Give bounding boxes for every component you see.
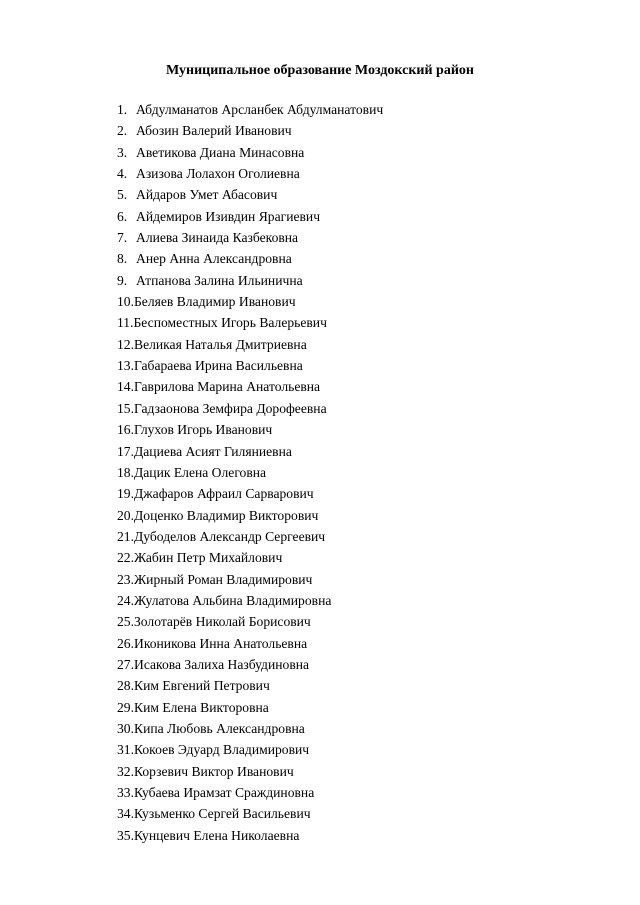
- list-item: [117, 697, 383, 718]
- list-item-number: 17.: [117, 443, 134, 459]
- list-item: [117, 526, 383, 547]
- list-item: [117, 739, 383, 760]
- list-item-number: 22.: [117, 550, 134, 566]
- list-item-number: 35.: [117, 827, 134, 843]
- list-item-name: Дацик Елена Олеговна: [134, 464, 267, 480]
- list-item-number: 21.: [117, 528, 134, 544]
- list-item-name: Корзевич Виктор Иванович: [134, 763, 294, 779]
- list-item-name: Дубоделов Александр Сергеевич: [134, 528, 326, 544]
- list-item: [117, 248, 383, 269]
- list-item-name: Кузьменко Сергей Васильевич: [134, 806, 311, 822]
- list-item-name: Ким Елена Викторовна: [134, 699, 269, 715]
- list-item-name: Жирный Роман Владимирович: [134, 571, 313, 587]
- list-item-number: 24.: [117, 592, 134, 608]
- list-item-number: 32.: [117, 763, 134, 779]
- list-item: [117, 120, 383, 141]
- list-item: [117, 398, 383, 419]
- list-item: [117, 590, 383, 611]
- list-item: [117, 761, 383, 782]
- list-item-number: 16.: [117, 422, 134, 438]
- list-item-name: Атпанова Залина Ильинична: [136, 272, 303, 288]
- list-item-name: Исакова Залиха Назбудиновна: [134, 656, 310, 672]
- list-item-name: Беляев Владимир Иванович: [134, 294, 296, 310]
- list-item-name: Джафаров Афраил Сарварович: [134, 486, 314, 502]
- list-item-name: Айдемиров Изивдин Ярагиевич: [136, 208, 321, 224]
- list-item: [117, 825, 383, 846]
- list-item-number: 14.: [117, 379, 134, 395]
- list-item-number: 5.: [117, 187, 128, 203]
- list-item: [117, 803, 383, 824]
- list-item-number: 2.: [117, 123, 128, 139]
- list-item: [117, 270, 383, 291]
- list-item-name: Алиева Зинаида Казбековна: [136, 230, 299, 246]
- list-item-name: Кунцевич Елена Николаевна: [134, 827, 300, 843]
- list-item-number: 9.: [117, 272, 128, 288]
- list-item-name: Жабин Петр Михайлович: [134, 550, 283, 566]
- list-item: [117, 483, 383, 504]
- list-item-number: 25.: [117, 614, 134, 630]
- list-item-name: Абозин Валерий Иванович: [136, 123, 292, 139]
- list-item-name: Кубаева Ирамзат Сраждиновна: [134, 785, 315, 800]
- list-item-number: 7.: [117, 230, 128, 246]
- list-item-number: 11.: [117, 315, 134, 331]
- list-item-number: 10.: [117, 294, 134, 310]
- list-item-name: Габараева Ирина Васильевна: [134, 358, 303, 374]
- list-item-number: 33.: [117, 785, 134, 800]
- list-item-name: Золотарёв Николай Борисович: [134, 614, 311, 630]
- list-item-name: Великая Наталья Дмитриевна: [134, 336, 307, 352]
- list-item: [117, 611, 383, 632]
- list-item-number: 30.: [117, 720, 134, 736]
- list-item-number: 15.: [117, 400, 134, 416]
- list-item: [117, 633, 383, 654]
- name-list: [117, 99, 383, 846]
- list-item: [117, 376, 383, 397]
- list-item-number: 34.: [117, 806, 134, 822]
- list-item: [117, 291, 383, 312]
- list-item: [117, 227, 383, 248]
- list-item-number: 23.: [117, 571, 134, 587]
- list-item: [117, 142, 383, 163]
- list-item-name: Айдаров Умет Абасович: [136, 187, 278, 203]
- list-item-name: Иконикова Инна Анатольевна: [134, 635, 308, 651]
- list-item: [117, 505, 383, 526]
- list-item-name: Кокоев Эдуард Владимирович: [134, 742, 310, 758]
- list-item: [117, 569, 383, 590]
- list-item-name: Гаврилова Марина Анатольевна: [134, 379, 321, 395]
- list-item: [117, 355, 383, 376]
- list-item-name: Глухов Игорь Иванович: [134, 422, 273, 438]
- list-item-number: 18.: [117, 464, 134, 480]
- list-item: [117, 675, 383, 696]
- list-item: [117, 334, 383, 355]
- list-item-name: Абдулманатов Арсланбек Абдулманатович: [136, 102, 384, 117]
- list-item-number: 12.: [117, 336, 134, 352]
- list-item-number: 19.: [117, 486, 134, 502]
- list-item-name: Азизова Лолахон Оголиевна: [136, 166, 300, 182]
- list-item-name: Дациева Асият Гиляниевна: [134, 443, 292, 459]
- list-item: [117, 312, 383, 333]
- list-item-name: Анер Анна Александровна: [136, 251, 292, 267]
- list-item-number: 13.: [117, 358, 134, 374]
- list-item-number: 31.: [117, 742, 134, 758]
- list-item: [117, 206, 383, 227]
- list-item-name: Гадзаонова Земфира Дорофеевна: [134, 400, 327, 416]
- list-item-number: 1.: [117, 102, 128, 117]
- document-title: Муниципальное образование Моздокский район: [166, 63, 474, 78]
- list-item-number: 6.: [117, 208, 128, 224]
- list-item: [117, 462, 383, 483]
- list-item-number: 29.: [117, 699, 134, 715]
- list-item-number: 4.: [117, 166, 128, 182]
- list-item: [117, 163, 383, 184]
- list-item-name: Кипа Любовь Александровна: [134, 720, 305, 736]
- list-item: [117, 99, 383, 120]
- list-item-name: Беспоместных Игорь Валерьевич: [133, 315, 327, 331]
- list-item-number: 28.: [117, 678, 134, 694]
- list-item: [117, 547, 383, 568]
- list-item-name: Ким Евгений Петрович: [134, 678, 270, 694]
- list-item: [117, 184, 383, 205]
- list-item: [117, 419, 383, 440]
- list-item-number: 8.: [117, 251, 128, 267]
- list-item: [117, 441, 383, 462]
- list-item: [117, 654, 383, 675]
- list-item-name: Жулатова Альбина Владимировна: [134, 592, 332, 608]
- list-item: [117, 718, 383, 739]
- list-item-name: Аветикова Диана Минасовна: [136, 144, 305, 160]
- list-item-number: 3.: [117, 144, 128, 160]
- list-item-number: 26.: [117, 635, 134, 651]
- list-item-number: 20.: [117, 507, 134, 523]
- list-item-number: 27.: [117, 656, 134, 672]
- list-item-name: Доценко Владимир Викторович: [134, 507, 319, 523]
- list-item: [117, 782, 383, 803]
